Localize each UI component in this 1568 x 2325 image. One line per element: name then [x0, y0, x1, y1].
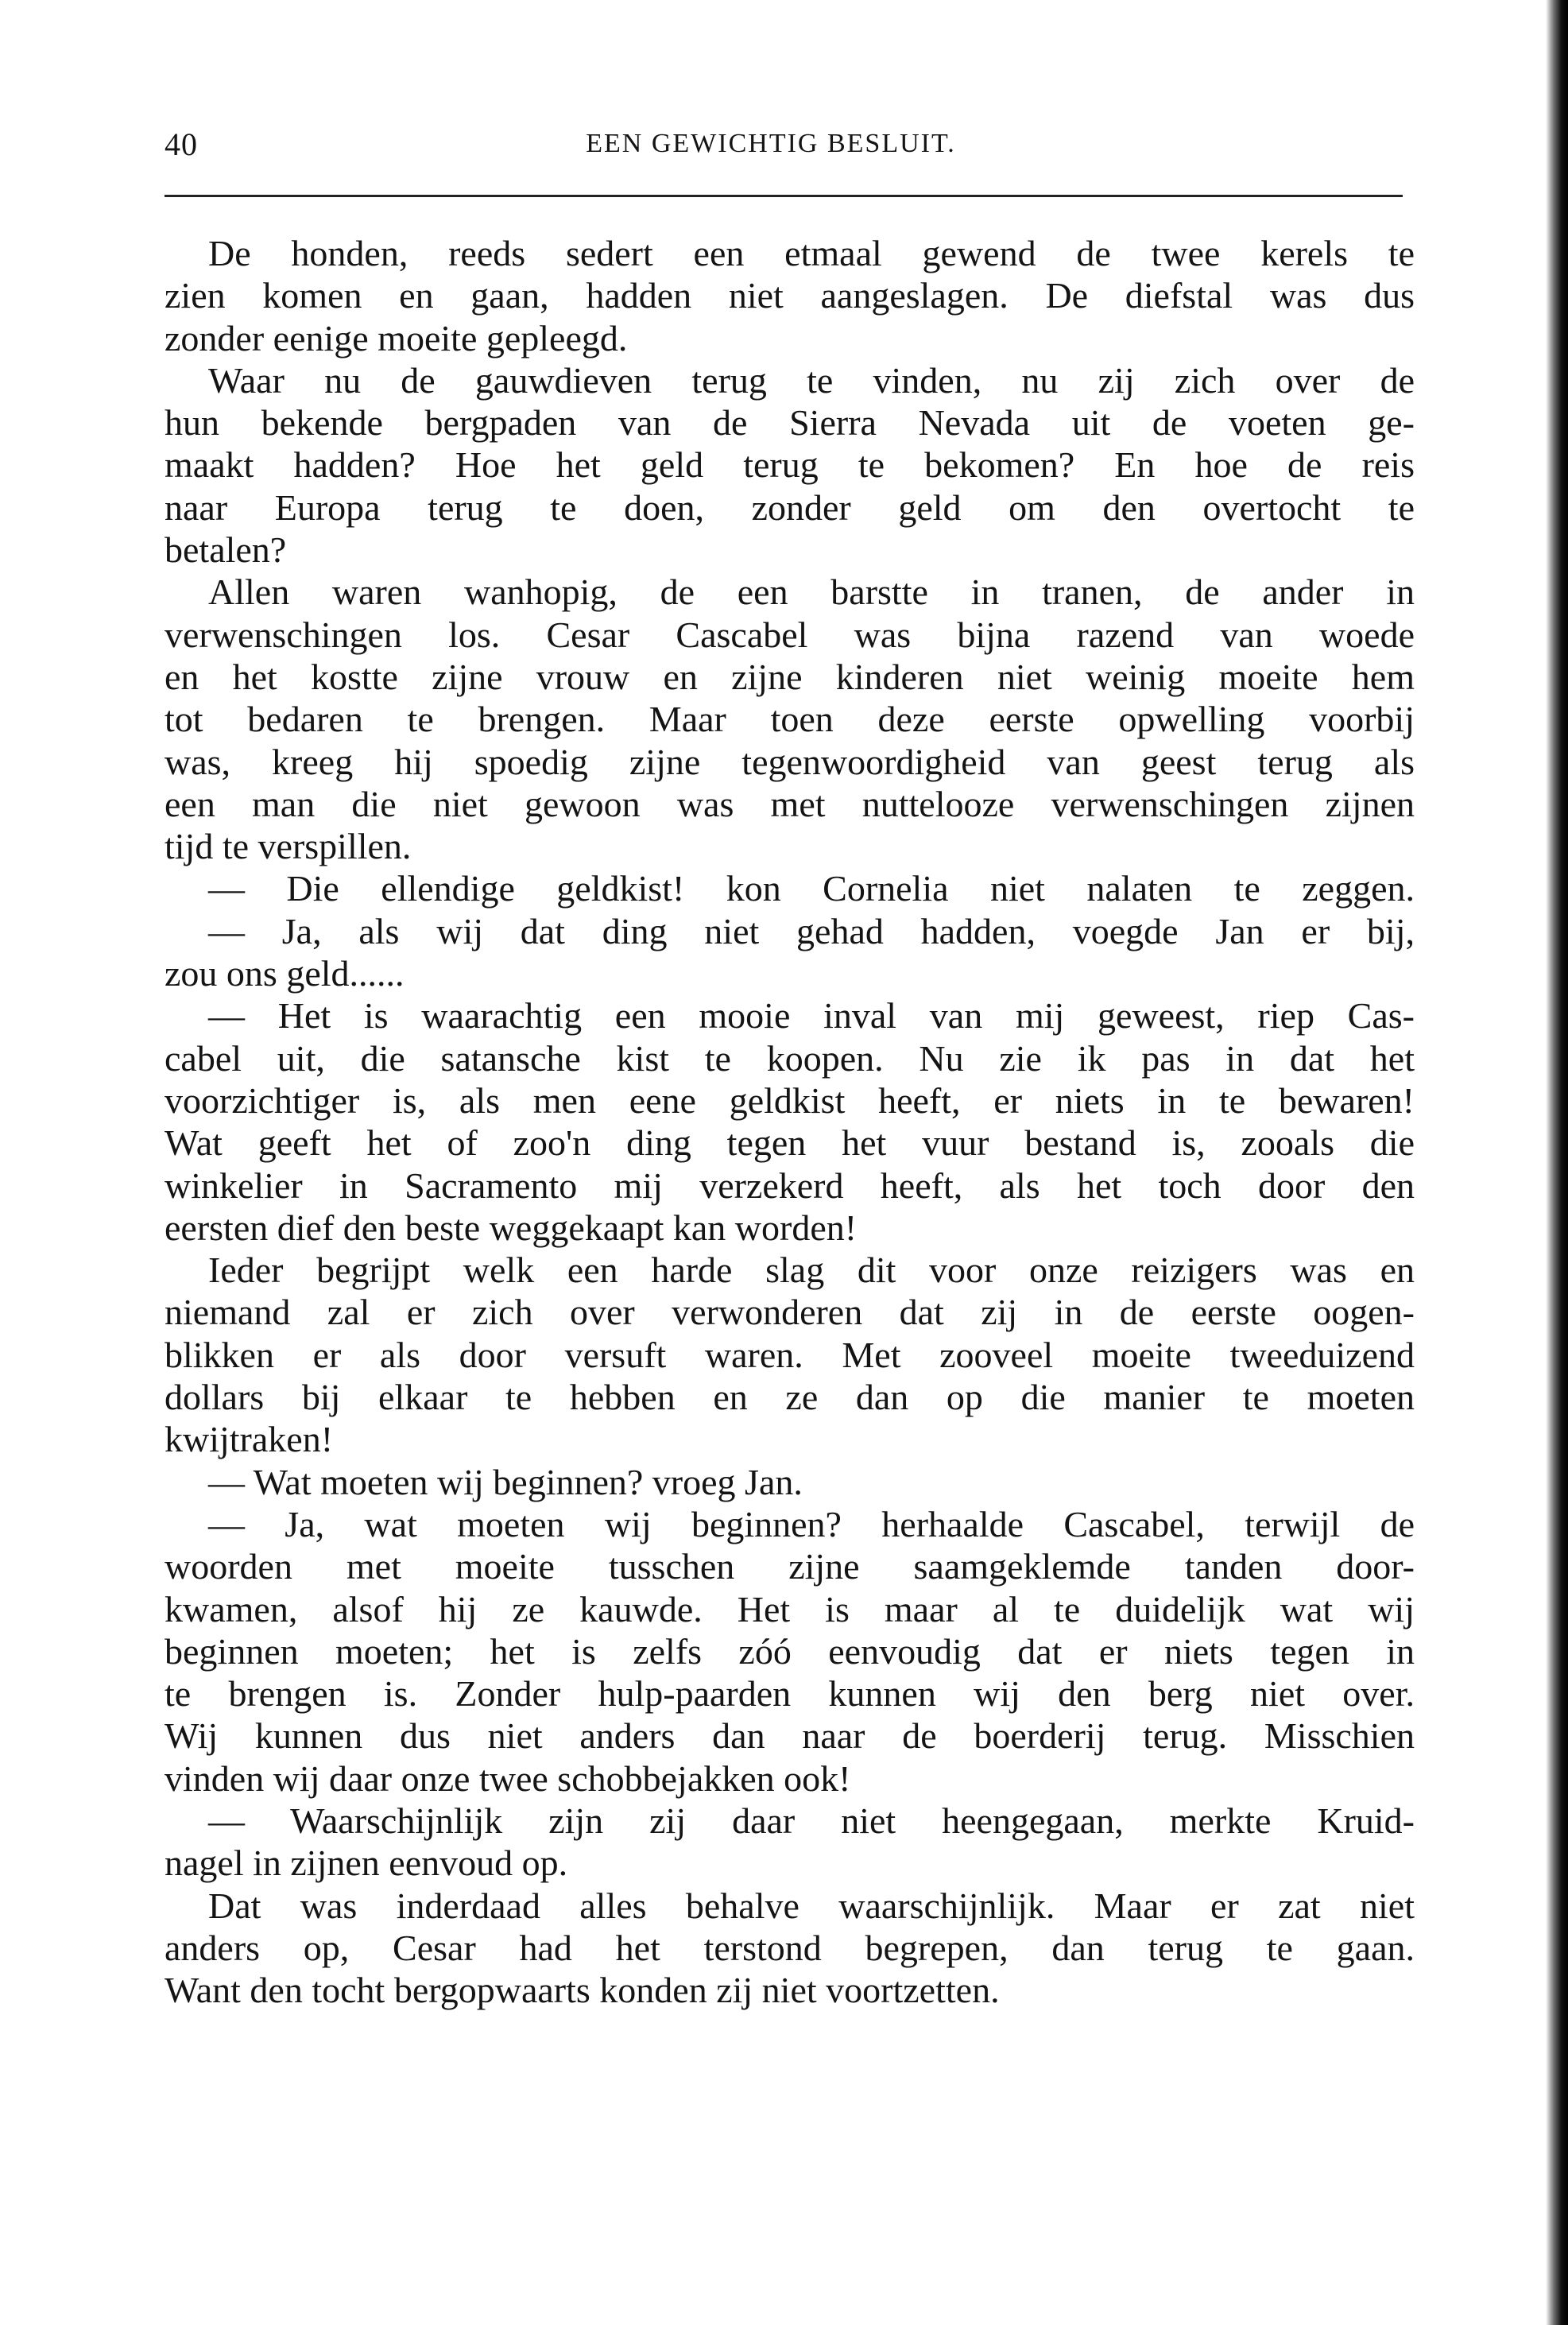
text-line: Dat was inderdaad alles behalve waarschijnlijk. Maar er zat niet [208, 1885, 1415, 1926]
page-number: 40 [165, 126, 198, 162]
running-header: EEN GEWICHTIG BESLUIT. [586, 129, 956, 158]
text-line: winkelier in Sacramento mij verzekerd heeft, als het toch door den [165, 1164, 1415, 1206]
text-line: eersten dief den beste weggekaapt kan worden! [165, 1207, 858, 1248]
text-line: Want den tocht bergopwaarts konden zij niet voortzetten. [165, 1970, 1000, 2011]
text-line: woorden met moeite tusschen zijne saamgeklemde tanden door- [165, 1546, 1415, 1587]
text-line: naar Europa terug te doen, zonder geld om den overtocht te [165, 486, 1415, 528]
text-line: beginnen moeten; het is zelfs zóó eenvoudig dat er niets tegen in [165, 1630, 1415, 1672]
text-line: anders op, Cesar had het terstond begrepen, dan terug te gaan. [165, 1927, 1415, 1968]
text-line: en het kostte zijne vrouw en zijne kinderen niet weinig moeite hem [165, 656, 1415, 697]
text-line: Wat geeft het of zoo'n ding tegen het vuur bestand is, zooals die [165, 1122, 1415, 1164]
text-line: Ieder begrijpt welk een harde slag dit voor onze reizigers was en [208, 1250, 1415, 1291]
body-text [165, 232, 1415, 2011]
text-line: hun bekende bergpaden van de Sierra Nevada uit de voeten ge- [165, 402, 1415, 444]
text-line: Waar nu de gauwdieven terug te vinden, nu zij zich over de [208, 359, 1415, 401]
text-line: zou ons geld...... [165, 953, 405, 994]
text-line: voorzichtiger is, als men eene geldkist heeft, er niets in te bewaren! [165, 1079, 1415, 1121]
text-line: — Ja, als wij dat ding niet gehad hadden, voegde Jan er bij, [208, 910, 1415, 951]
text-line: — Het is waarachtig een mooie inval van mij geweest, riep Cas- [208, 995, 1415, 1037]
text-line: nagel in zijnen eenvoud op. [165, 1843, 568, 1884]
text-line: tijd te verspillen. [165, 826, 412, 867]
text-line: dollars bij elkaar te hebben en ze dan op die manier te moeten [165, 1377, 1415, 1418]
text-line: Wij kunnen dus niet anders dan naar de boerderij terug. Misschien [165, 1715, 1415, 1757]
text-line: Allen waren wanhopig, de een barstte in tranen, de ander in [208, 572, 1415, 613]
text-line: blikken er als door versuft waren. Met zooveel moeite tweeduizend [165, 1334, 1415, 1375]
text-line: was, kreeg hij spoedig zijne tegenwoordigheid van geest terug als [165, 741, 1415, 782]
text-line: zonder eenige moeite gepleegd. [165, 317, 628, 358]
text-line: te brengen is. Zonder hulp-paarden kunnen wij den berg niet over. [165, 1673, 1415, 1715]
page-edge-shadow [1546, 0, 1568, 2325]
text-line: — Wat moeten wij beginnen? vroeg Jan. [208, 1461, 803, 1502]
text-line: verwenschingen los. Cesar Cascabel was bijna razend van woede [165, 614, 1415, 655]
text-line: tot bedaren te brengen. Maar toen deze eerste opwelling voorbij [165, 699, 1415, 740]
text-line: — Die ellendige geldkist! kon Cornelia niet nalaten te zeggen. [208, 868, 1415, 909]
text-line: betalen? [165, 529, 287, 571]
text-line: kwamen, alsof hij ze kauwde. Het is maar al te duidelijk wat wij [165, 1588, 1415, 1629]
text-line: — Waarschijnlijk zijn zij daar niet heengegaan, merkte Kruid- [208, 1800, 1415, 1841]
text-line: kwijtraken! [165, 1419, 334, 1460]
text-line: — Ja, wat moeten wij beginnen? herhaalde Cascabel, terwijl de [208, 1503, 1415, 1544]
text-line: vinden wij daar onze twee schobbejakken ook! [165, 1757, 851, 1799]
header-rule [165, 195, 1403, 197]
text-line: De honden, reeds sedert een etmaal gewend de twee kerels te [208, 233, 1415, 273]
text-line: cabel uit, die satansche kist te koopen. Nu zie ik pas in dat het [165, 1037, 1415, 1079]
text-line: een man die niet gewoon was met nuttelooze verwenschingen zijnen [165, 783, 1415, 824]
text-line: maakt hadden? Hoe het geld terug te bekomen? En hoe de reis [165, 444, 1415, 486]
text-line: zien komen en gaan, hadden niet aangeslagen. De diefstal was dus [165, 275, 1415, 316]
text-line: niemand zal er zich over verwonderen dat zij in de eerste oogen- [165, 1292, 1415, 1333]
